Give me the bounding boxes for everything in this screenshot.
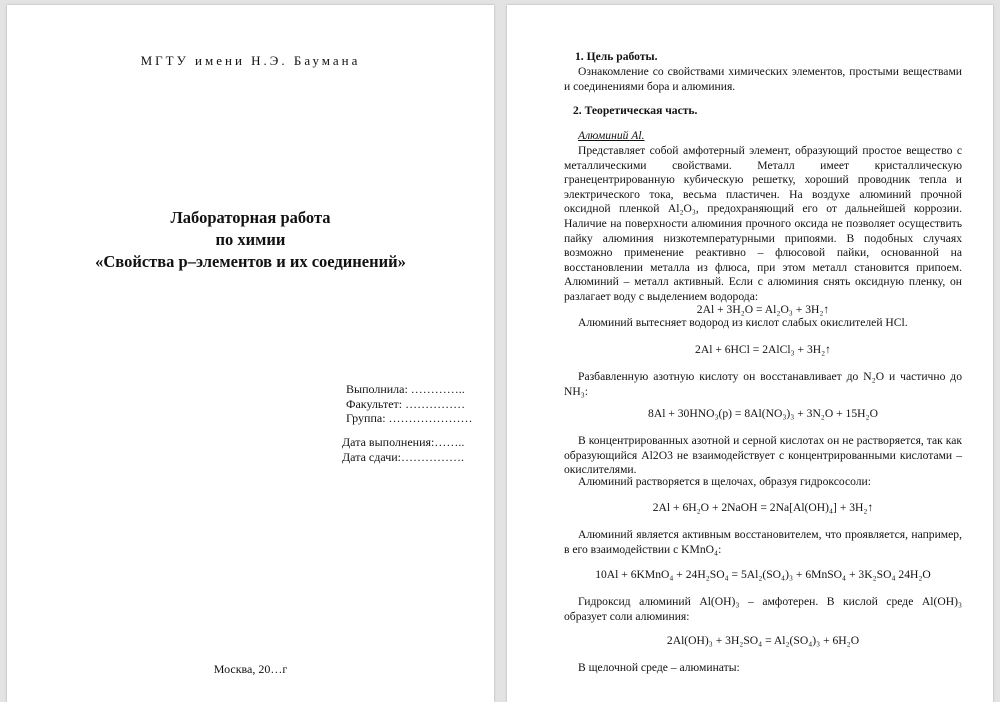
paragraph: Представляет собой амфотерный элемент, образующий простое вещество с металлическими свойствами. Металл имеет кристаллическую гранецентрированную кубическую решетку, хороший проводник тепла и электрического тока, весьма пластичен. На воздухе алюминий прочной оксидной пленкой Al₂O₃, предохраняющий его от дальнейшей коррозии. Наличие на поверхности алюминия прочного оксида не позволяет осуществить пайку алюминия низкотемпературными припоями. В подобных случаях возможно применение реактивно – флюсовой пайки, основанной на восстановлении металла из флюса, при этом металл становится припоем. Алюминий – металл активный. Если с алюминия снять оксидную пленку, он разлагает воду с выделением водорода: bbox=[564, 144, 962, 303]
equation: 2Al + 6HCl = 2AlCl₃ + 3H₂↑ bbox=[695, 343, 831, 356]
section-heading-goal: 1. Цель работы. bbox=[575, 50, 658, 63]
goal-text: Ознакомление со свойствами химических элементов, простыми веществами и соединениями бора и алюминия. bbox=[564, 65, 962, 93]
report-title bbox=[7, 207, 494, 273]
subheading-aluminium bbox=[578, 129, 645, 144]
field-group: Группа: ………………… bbox=[346, 411, 473, 425]
field-date-submitted: Дата сдачи:……………. bbox=[342, 449, 464, 464]
equation: 8Al + 30HNO₃(р) = 8Al(NO₃)₃ + 3N₂O + 15H₂O bbox=[648, 407, 878, 420]
title-line: «Свойства p–элементов и их соединений» bbox=[95, 252, 406, 271]
field-performed-by: Выполнила: ………….. bbox=[346, 382, 465, 396]
title-line: Лабораторная работа bbox=[170, 208, 331, 227]
city-year: Москва, 20…г bbox=[213, 662, 288, 676]
section-heading-theory: 2. Теоретическая часть. bbox=[573, 104, 698, 117]
content-page bbox=[507, 5, 993, 702]
title-page bbox=[7, 5, 494, 702]
paragraph: В щелочной среде – алюминаты: bbox=[578, 661, 740, 674]
field-faculty: Факультет: …………… bbox=[346, 396, 466, 411]
subheading-text: Алюминий Al. bbox=[578, 129, 645, 142]
field-date-performed: Дата выполнения:…….. bbox=[342, 435, 465, 449]
paragraph: В концентрированных азотной и серной кислотах он не растворяется, так как образующийся Al2O3 не взаимодействует с концентрированными кислотами – окислителями. bbox=[564, 434, 962, 477]
student-info bbox=[346, 382, 473, 426]
paragraph: Разбавленную азотную кислоту он восстанавливает до N₂O и частично до NH₃: bbox=[564, 370, 962, 398]
equation: 10Al + 6KMnO₄ + 24H₂SO₄ = 5Al₂(SO₄)₃ + 6MnSO₄ + 3K₂SO₄ 24H₂O bbox=[595, 568, 931, 581]
paragraph: Алюминий растворяется в щелочах, образуя гидроксосоли: bbox=[578, 475, 871, 488]
equation: 2Al(OH)₃ + 3H₂SO₄ = Al₂(SO₄)₃ + 6H₂O bbox=[666, 634, 860, 647]
paragraph: Алюминий является активным восстановителем, что проявляется, например, в его взаимодействии с KMnO₄: bbox=[564, 528, 962, 556]
equation: 2Al + 6H₂O + 2NaOH = 2Na[Al(OH)₄] + 3H₂↑ bbox=[652, 501, 874, 514]
paragraph: Гидроксид алюминий Al(OH)₃ – амфотерен. В кислой среде Al(OH)₃ образует соли алюминия: bbox=[564, 595, 962, 623]
equation: 2Al + 3H₂O = Al₂O₃ + 3H₂↑ bbox=[696, 303, 830, 316]
title-line: по химии bbox=[215, 230, 286, 249]
paragraph: Алюминий вытесняет водород из кислот слабых окислителей HCl. bbox=[578, 316, 908, 329]
dates-info bbox=[342, 435, 464, 464]
university-name: МГТУ имени Н.Э. Баумана bbox=[140, 53, 361, 68]
